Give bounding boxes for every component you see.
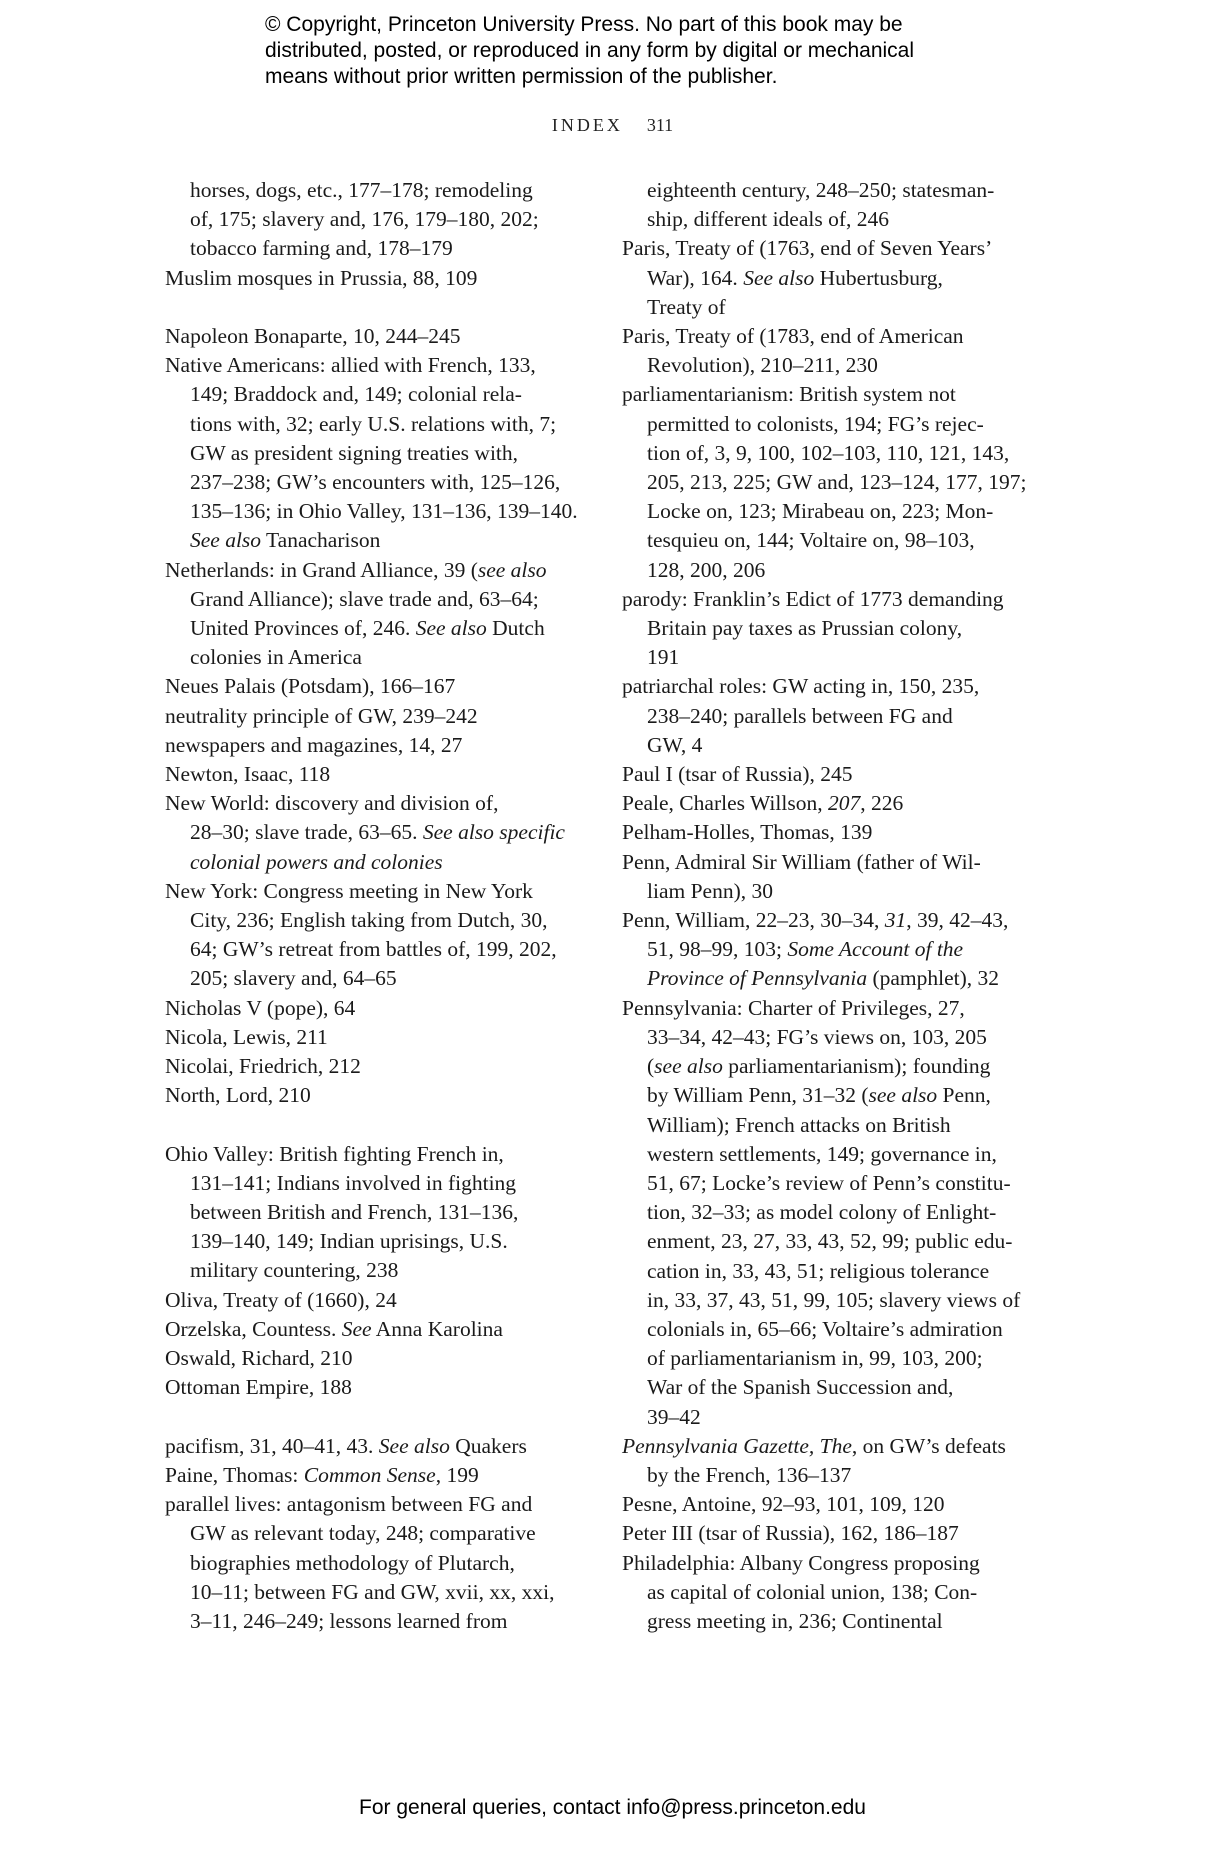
index-entry-line: Penn, William, 22–23, 30–34, 31, 39, 42–43, [622, 908, 1009, 933]
index-entry-line: Muslim mosques in Prussia, 88, 109 [165, 265, 478, 290]
index-entry-line: Oswald, Richard, 210 [165, 1346, 353, 1371]
index-entry [622, 906, 1032, 994]
index-entry-line: military countering, 238 [190, 1258, 399, 1283]
index-entry-continued [622, 176, 1032, 234]
index-entry [165, 731, 575, 760]
index-entry-line: Peter III (tsar of Russia), 162, 186–187 [622, 1521, 959, 1546]
index-entry-line: eighteenth century, 248–250; statesman- [647, 178, 995, 202]
index-entry-line: GW as president signing treaties with, [190, 440, 519, 465]
index-entry-line: parliamentarianism: British system not [622, 382, 956, 407]
index-entry-line: neutrality principle of GW, 239–242 [165, 703, 478, 728]
footer-contact: For general queries, contact info@press.princeton.edu [359, 1796, 866, 1819]
letter-group-gap [165, 1110, 575, 1139]
index-entry [165, 789, 575, 877]
index-entry-line: New York: Congress meeting in New York [165, 878, 533, 903]
index-entry-line: 3–11, 246–249; lessons learned from [190, 1608, 508, 1633]
index-entry [165, 702, 575, 731]
index-entry-line: Pesne, Antoine, 92–93, 101, 109, 120 [622, 1492, 945, 1517]
index-entry [622, 380, 1032, 584]
index-entry [622, 672, 1032, 760]
index-entry-line: War of the Spanish Succession and, [647, 1375, 954, 1400]
index-entry-line: ship, different ideals of, 246 [647, 207, 890, 232]
copyright-line: distributed, posted, or reproduced in any form by digital or mechanical [265, 39, 915, 62]
index-entry [622, 1490, 1032, 1519]
index-entry [165, 1140, 575, 1286]
index-entry-line: horses, dogs, etc., 177–178; remodeling [190, 178, 533, 202]
index-entry-line: William); French attacks on British [647, 1112, 951, 1137]
running-head [0, 115, 1225, 136]
index-entry-line: pacifism, 31, 40–41, 43. See also Quakers [165, 1433, 527, 1458]
index-entry-line: Peale, Charles Willson, 207, 226 [622, 791, 904, 816]
copyright-line: means without prior written permission of the publisher. [265, 65, 778, 88]
index-entry-line: between British and French, 131–136, [190, 1200, 519, 1225]
index-entry-line: 64; GW’s retreat from battles of, 199, 202, [190, 937, 557, 962]
index-entry-line: Oliva, Treaty of (1660), 24 [165, 1287, 397, 1312]
index-entry [622, 234, 1032, 322]
index-entry [165, 1344, 575, 1373]
index-entry-line: Paine, Thomas: Common Sense, 199 [165, 1462, 479, 1487]
index-entry-line: Britain pay taxes as Prussian colony, [647, 616, 963, 641]
index-entry-line: western settlements, 149; governance in, [647, 1141, 997, 1166]
page-number: 311 [646, 115, 674, 135]
index-entry [622, 994, 1032, 1432]
index-entry-line: biographies methodology of Plutarch, [190, 1550, 515, 1575]
index-entry-line: United Provinces of, 246. See also Dutch [190, 616, 545, 641]
index-entry-line: GW, 4 [647, 732, 703, 757]
index-entry-line: 139–140, 149; Indian uprisings, U.S. [190, 1229, 508, 1254]
index-entry-line: Nicholas V (pope), 64 [165, 995, 356, 1020]
index-entry-line: 33–34, 42–43; FG’s views on, 103, 205 [647, 1024, 987, 1049]
index-entry-line: permitted to colonists, 194; FG’s rejec- [647, 411, 984, 436]
index-entry-line: Pennsylvania: Charter of Privileges, 27, [622, 995, 965, 1020]
index-column-left [165, 176, 578, 1636]
index-entry [165, 264, 575, 293]
index-entry-line: 51, 98–99, 103; Some Account of the [647, 937, 964, 962]
index-entry-line: (see also parliamentarianism); founding [647, 1054, 991, 1079]
index-entry-line: 149; Braddock and, 149; colonial rela- [190, 382, 522, 407]
index-entry-line: of parliamentarianism in, 99, 103, 200; [647, 1346, 983, 1371]
index-entry-line: tesquieu on, 144; Voltaire on, 98–103, [647, 528, 975, 553]
index-entry [165, 351, 578, 555]
index-entry-line: parallel lives: antagonism between FG and [165, 1492, 533, 1517]
index-entry-line: colonies in America [190, 645, 362, 670]
index-entry-line: colonials in, 65–66; Voltaire’s admiration [647, 1316, 1003, 1341]
index-entry-line: by William Penn, 31–32 (see also Penn, [647, 1083, 991, 1108]
index-entry-line: 128, 200, 206 [647, 557, 766, 582]
index-entry-line: Locke on, 123; Mirabeau on, 223; Mon- [647, 499, 994, 524]
running-head-label: INDEX [551, 115, 623, 135]
index-entry-line: Netherlands: in Grand Alliance, 39 (see also [165, 557, 547, 582]
index-entry-line: Pennsylvania Gazette, The, on GW’s defeats [622, 1433, 1006, 1458]
index-entry-line: 191 [647, 645, 680, 670]
index-entry-line: cation in, 33, 43, 51; religious tolerance [647, 1258, 990, 1283]
index-entry-line: Treaty of [647, 294, 726, 319]
index-entry-line: Native Americans: allied with French, 133, [165, 353, 536, 378]
index-entry [622, 322, 1032, 380]
index-entry-line: parody: Franklin’s Edict of 1773 demanding [622, 586, 1004, 611]
index-entry-line: Orzelska, Countess. See Anna Karolina [165, 1316, 503, 1341]
index-entry [622, 1549, 1032, 1637]
index-entry [165, 760, 575, 789]
index-entry-line: 135–136; in Ohio Valley, 131–136, 139–140. [190, 499, 578, 524]
index-entry-line: Philadelphia: Albany Congress proposing [622, 1550, 980, 1575]
index-entry [622, 1519, 1032, 1548]
index-entry-line: 51, 67; Locke’s review of Penn’s constitu- [647, 1170, 1011, 1195]
index-entry-line: 205; slavery and, 64–65 [190, 966, 397, 991]
index-entry-line: Grand Alliance); slave trade and, 63–64; [190, 586, 539, 611]
index-entry-line: See also Tanacharison [190, 528, 381, 553]
index-entry-line: 28–30; slave trade, 63–65. See also specific [190, 820, 565, 845]
index-entry-line: Province of Pennsylvania (pamphlet), 32 [647, 966, 1000, 991]
index-entry-line: Paul I (tsar of Russia), 245 [622, 762, 853, 787]
index-entry [165, 1315, 575, 1344]
index-entry [165, 556, 575, 673]
index-entry-line: patriarchal roles: GW acting in, 150, 235, [622, 674, 980, 699]
index-entry-line: North, Lord, 210 [165, 1083, 311, 1108]
index-entry [165, 1461, 575, 1490]
index-entry-line: tion, 32–33; as model colony of Enlight- [647, 1200, 997, 1225]
index-entry [165, 672, 575, 701]
index-entry-line: Newton, Isaac, 118 [165, 762, 331, 787]
index-entry [165, 322, 575, 351]
index-entry-line: tion of, 3, 9, 100, 102–103, 110, 121, 143, [647, 440, 1010, 465]
index-entry-line: gress meeting in, 236; Continental [647, 1608, 943, 1633]
index-entry-line: Nicolai, Friedrich, 212 [165, 1054, 361, 1079]
index-entry-line: Nicola, Lewis, 211 [165, 1024, 328, 1049]
index-entry-line: City, 236; English taking from Dutch, 30, [190, 908, 548, 933]
index-entry [165, 1490, 575, 1636]
index-entry-line: Penn, Admiral Sir William (father of Wil- [622, 849, 981, 874]
index-entry-line: Paris, Treaty of (1783, end of American [622, 324, 964, 349]
index-entry-line: New World: discovery and division of, [165, 791, 499, 816]
letter-group-gap [165, 1403, 575, 1432]
copyright-line: © Copyright, Princeton University Press. No part of this book may be [265, 13, 903, 36]
index-entry-line: 205, 213, 225; GW and, 123–124, 177, 197; [647, 470, 1027, 495]
index-entry-line: liam Penn), 30 [647, 878, 773, 903]
index-entry [622, 789, 1032, 818]
index-entry-line: Revolution), 210–211, 230 [647, 353, 878, 378]
index-entry-line: Ohio Valley: British fighting French in, [165, 1141, 504, 1166]
index-entry [165, 877, 575, 994]
index-entry-line: newspapers and magazines, 14, 27 [165, 732, 463, 757]
index-entry-continued [165, 176, 575, 264]
index-entry [622, 818, 1032, 847]
index-entry-line: Ottoman Empire, 188 [165, 1375, 352, 1400]
letter-group-gap [165, 293, 575, 322]
index-entry [622, 848, 1032, 906]
index-entry-line: Napoleon Bonaparte, 10, 244–245 [165, 324, 461, 348]
index-entry-line: GW as relevant today, 248; comparative [190, 1521, 536, 1546]
copyright-notice [265, 12, 1025, 90]
index-entry [165, 1052, 575, 1081]
index-entry-line: 237–238; GW’s encounters with, 125–126, [190, 470, 561, 495]
index-entry [622, 585, 1032, 673]
index-entry [165, 1286, 575, 1315]
index-entry [165, 1373, 575, 1402]
index-entry-line: 238–240; parallels between FG and [647, 703, 953, 728]
index-entry [165, 1023, 575, 1052]
index-entry [165, 994, 575, 1023]
index-column-right [622, 176, 1032, 1636]
index-entry-line: enment, 23, 27, 33, 43, 52, 99; public edu- [647, 1229, 1013, 1254]
index-entry-line: 10–11; between FG and GW, xvii, xx, xxi, [190, 1579, 555, 1604]
index-entry-line: in, 33, 37, 43, 51, 99, 105; slavery views of [647, 1287, 1021, 1312]
index-entry-line: 131–141; Indians involved in fighting [190, 1170, 517, 1195]
index-entry-line: 39–42 [647, 1404, 701, 1429]
index-entry-line: Paris, Treaty of (1763, end of Seven Years’ [622, 236, 993, 261]
index-entry-line: of, 175; slavery and, 176, 179–180, 202; [190, 207, 539, 232]
index-entry-line: tobacco farming and, 178–179 [190, 236, 453, 261]
index-entry-line: tions with, 32; early U.S. relations with, 7; [190, 411, 557, 436]
index-entry-line: Pelham-Holles, Thomas, 139 [622, 820, 873, 845]
index-entry [165, 1432, 575, 1461]
index-entry [622, 1432, 1032, 1490]
index-entry-line: as capital of colonial union, 138; Con- [647, 1579, 978, 1604]
index-entry-line: War), 164. See also Hubertusburg, [647, 265, 943, 290]
index-entry [165, 1081, 575, 1110]
index-entry-line: by the French, 136–137 [647, 1462, 852, 1487]
index-entry-line: colonial powers and colonies [190, 849, 443, 874]
index-entry [622, 760, 1032, 789]
index-entry-line: Neues Palais (Potsdam), 166–167 [165, 674, 456, 699]
